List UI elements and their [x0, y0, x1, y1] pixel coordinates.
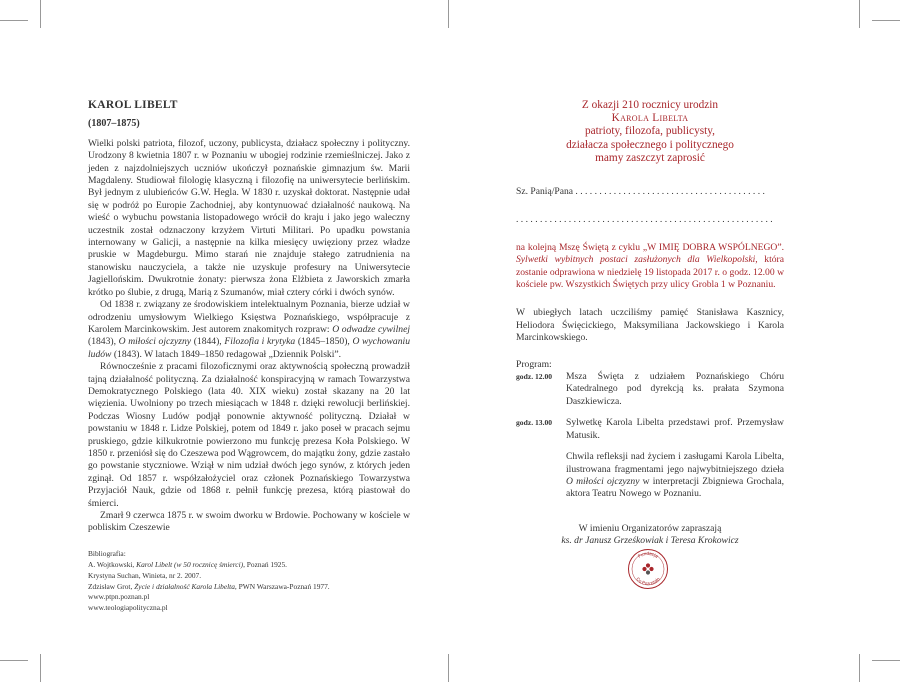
program-time: godz. 12.00: [516, 372, 553, 382]
salutation-line: Sz. Panią/Pana . . . . . . . . . . . . . . . . . . . . . . . . . . . . . . . . . . . . . . . .: [516, 186, 765, 198]
program-text: Sylwetkę Karola Libelta przedstawi prof. Przemysław Matusik.: [566, 417, 784, 441]
crop-mark: [40, 0, 41, 28]
work-title: O wychowaniu ludów: [88, 336, 410, 360]
invitation-column: [516, 99, 784, 548]
program-item: [516, 371, 784, 408]
crop-mark: [448, 654, 449, 682]
organizers: W imieniu Organizatorów zapraszają ks. dr Janusz Grześkowiak i Teresa Krokowicz: [516, 523, 784, 548]
biography-paragraph-3: Równocześnie z pracami filozoficznymi oraz aktywnością społeczną prowadził tajną działalność polityczną. Za działalność konspiracyjną w ramach Towarzystwa Demokratycznego Polskiego (lata 40. XIX wieku) został skazany na 20 lat więzienia. Uwolniony po trzech miesiącach w 1848 r. dzięki rewolucji berlińskiej. Podczas Wiosny Ludów podjął ponownie aktywność polityczną. Działał w powstaniu w 1848 r. Lidze Polskiej, potem od 1849 r. jako poseł w pracach sejmu pruskiego, gdzie kilkukrotnie powierzono mu funkcję prezesa Koła Polskiego. W 1850 r. przeniósł się do Czeszewa pod Wągrowcem, do majątku żony, gdzie zastało go powstanie styczniowe. Wziął w nim udział dwóch jego synów, z których jeden zginął. Od 1857 r. współzałożyciel oraz członek Poznańskiego Towarzystwa Przyjaciół Nauk, gdzie od 1868 r. pełnił funkcję prezesa, którą piastował do śmierci.: [88, 361, 410, 509]
organizer-names: ks. dr Janusz Grześkowiak i Teresa Krokowicz: [561, 535, 739, 547]
program-label: Program:: [516, 358, 552, 370]
reflection-text: Chwila refleksji nad życiem i zasługami Karola Libelta, ilustrowana fragmentami jego najwybitniejszego dzieła O miłości ojczyzny w interpretacji Zbigniewa Grochala, aktora Teatru Nowego w Poznaniu.: [566, 451, 784, 500]
bibliography-link[interactable]: www.ptpn.poznan.pl: [88, 592, 150, 602]
program-text: Msza Święta z udziałem Poznańskiego Chóru Katedralnego pod dyrekcją ks. prałata Szymona Daszkiewicza.: [566, 371, 784, 407]
biography-column: [88, 99, 410, 614]
bibliography: [88, 549, 410, 614]
biography-years: (1807–1875): [88, 118, 140, 130]
svg-text:Fundacja: Fundacja: [636, 550, 660, 559]
crop-mark: [448, 0, 449, 28]
svg-text:Co Pozostało: Co Pozostało: [635, 576, 661, 587]
biography-paragraph-4: Zmarł 9 czerwca 1875 r. w swoim dworku w Brdowie. Pochowany w kościele w pobliskim Czeszewie: [88, 510, 410, 534]
program-item: [516, 417, 784, 442]
name-line: . . . . . . . . . . . . . . . . . . . . . . . . . . . . . . . . . . . . . . . . . . . . . . . . . . . . . .: [516, 214, 773, 226]
work-title: O miłości ojczyzny: [118, 336, 192, 348]
bibliography-link[interactable]: www.teologiapolityczna.pl: [88, 603, 168, 613]
bibliography-item: Zdzisław Grot, Życie i działalność Karola Libelta, PWN Warszawa-Poznań 1977.: [88, 581, 330, 591]
crop-mark: [40, 654, 41, 682]
bibliography-item: Krystyna Suchan, Winieta, nr 2. 2007.: [88, 570, 202, 580]
honoree-name: Karola Libelta: [611, 112, 689, 125]
crop-mark: [859, 654, 860, 682]
crop-mark: [0, 20, 28, 21]
crop-mark: [872, 660, 900, 661]
crop-mark: [0, 660, 28, 661]
program-time: godz. 13.00: [516, 418, 553, 428]
foundation-logo-icon: [627, 548, 669, 590]
mass-announcement: na kolejną Mszę Świętą z cyklu „W IMIĘ DOBRA WSPÓLNEGO”. Sylwetki wybitnych postaci zasłużonych dla Wielkopolski, która zostanie odprawiona w niedzielę 19 listopada 2017 r. o godz. 12.00 w kościele pw. Wszystkich Świętych przy ulicy Grobla 1 w Poznaniu.: [516, 241, 785, 291]
crop-mark: [859, 0, 860, 28]
biography-paragraph-2: Od 1838 r. związany ze środowiskiem intelektualnym Poznania, bierze udział w odrodzeniu umysłowym Wielkiego Księstwa Poznańskiego, współpracuje z Karolem Marcinkowskim. Jest autorem znakomitych rozpraw: O odwadze cywilnej (1843), O miłości ojczyzny (1844), Filozofia i krytyka (1845–1850), O wychowaniu ludów (1843). W latach 1849–1850 redagował „Dziennik Polski”.: [88, 299, 410, 360]
biography-paragraph-1: Wielki polski patriota, filozof, uczony, publicysta, działacz społeczny i polityczny. Urodzony 8 kwietnia 1807 r. w Poznaniu w ubogiej rodzinie rzemieślniczej. Jako z jeden z najzdolniejszych uczniów ukończył poznańskie gimnazjum św. Marii Magdaleny. Studiował filologię klasyczną i filozofię na uniwersytecie berlińskim. Był jednym z ulubieńców G.W. Hegla. W 1830 r. uzyskał doktorat. Następnie udał się w podróż po Europie Zachodniej, aby kontynuować działalność naukową. Na wieść o wybuchu powstania listopadowego wrócił do kraju i jako jego waleczny uczestnik został odznaczony krzyżem Virtuti Militari. Po upadku powstania internowany w Galicji, a następnie na kilka miesięcy uwięziony przez władze pruskie w Magdeburgu. Mimo starań nie znajduje stałego zatrudnienia na stanowisku nauczyciela, a także nie uzyskuje profesury na Uniwersytecie Jagiellońskim. Dwukrotnie żonaty: pierwsza żona Elżbieta z Jaworskich zmarła krótko po ślubie, z drugą, Marią z Szumanów, miał cztery córki i dwóch synów.: [88, 137, 410, 298]
invitation-header: Z okazji 210 rocznicy urodzin Karola Libelta patrioty, filozofa, publicysty, działacza społecznego i politycznego mamy zaszczyt zaprosić: [516, 99, 784, 165]
biography-title: KAROL LIBELT: [88, 99, 178, 111]
previous-honorees: W ubiegłych latach uczciliśmy pamięć Stanisława Kasznicy, Heliodora Święcickiego, Maksymiliana Jackowskiego i Karola Marcinkowskiego.: [516, 307, 784, 344]
program-list: [516, 371, 784, 501]
work-title: O odwadze cywilnej: [332, 323, 410, 335]
bibliography-title: Bibliografia:: [88, 548, 126, 558]
work-title: Filozofia i krytyka: [224, 336, 296, 348]
bibliography-item: A. Wojtkowski, Karol Libelt (w 50 rocznicę śmierci), Poznań 1925.: [88, 559, 288, 569]
crop-mark: [872, 20, 900, 21]
